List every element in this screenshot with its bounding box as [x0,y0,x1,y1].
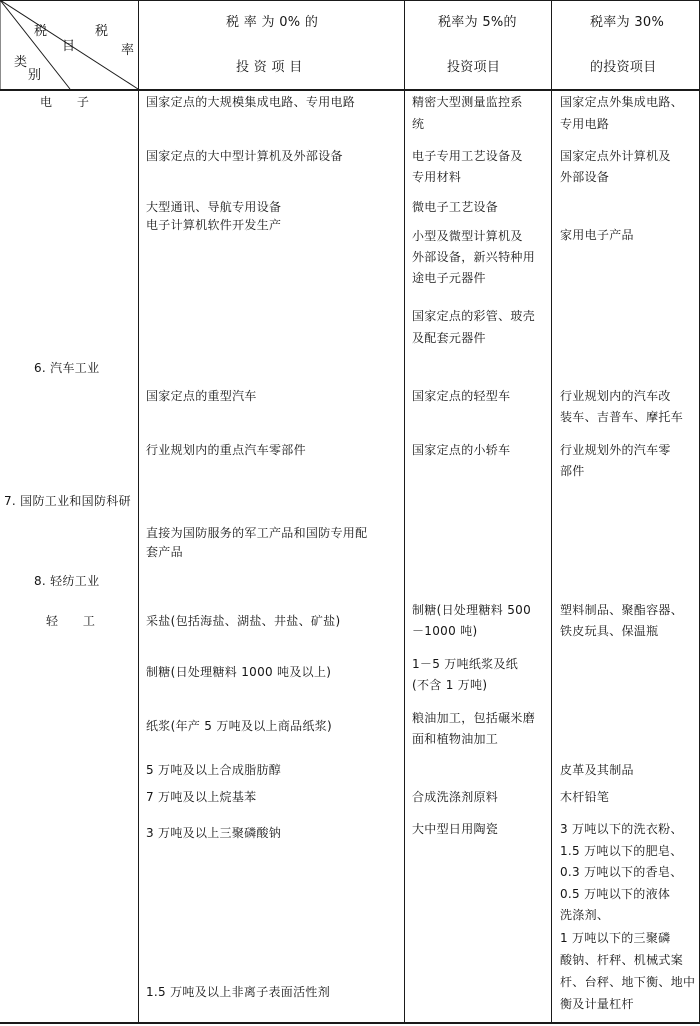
col3-header-line2: 的投资项目 [590,60,657,75]
col3-item-light-4-line4: 0.5 万吨以下的液体 [560,887,671,901]
col1-item-electronics-4: 电子计算机软件开发生产 [146,218,282,232]
col3-item-electronics-1a: 国家定点外集成电路、 [560,95,684,109]
col2-item-electronics-1a: 精密大型测量监控系 [412,95,523,109]
col1-item-electronics-1: 国家定点的大规模集成电路、专用电路 [146,95,356,109]
diag-label-rate: 率 [121,43,135,58]
diag-label-kind: 类 [14,55,28,70]
col3-item-auto-2b: 部件 [560,464,585,478]
col2-item-electronics-1b: 统 [412,117,425,131]
col1-item-defense-line1: 直接为国防服务的军工产品和国防专用配 [146,526,368,540]
col3-item-light-4-line6: 1 万吨以下的三聚磷 [560,931,671,945]
col3-item-light-4-line7: 酸钠、杆秤、机械式案 [560,953,684,967]
col3-item-light-4-line9: 衡及计量杠杆 [560,997,634,1011]
col2-item-electronics-3: 微电子工艺设备 [412,200,499,214]
diag-label-tax-1: 税 [34,24,48,39]
col2-item-light-5: 大中型日用陶瓷 [412,822,499,836]
diag-label-item: 目 [62,39,76,54]
col1-item-auto-2: 行业规划内的重点汽车零部件 [146,443,306,457]
diag-label-type: 别 [28,68,42,83]
diag-label-tax-2: 税 [95,24,109,39]
column-divider-3 [551,0,552,1024]
col1-item-light-1: 采盐(包括海盐、湖盐、井盐、矿盐) [146,614,341,628]
col3-item-auto-1a: 行业规划内的汽车改 [560,389,671,403]
col2-item-light-3a: 粮油加工，包括碾米磨 [412,711,536,725]
table-bottom-border [0,1022,700,1024]
col2-item-electronics-5a: 国家定点的彩管、玻壳 [412,309,536,323]
col2-item-light-1a: 制糖(日处理糖料 500 [412,603,532,617]
col2-item-electronics-4a: 小型及微型计算机及 [412,229,523,243]
col3-item-light-1b: 铁皮玩具、保温瓶 [560,624,659,638]
col3-item-light-2: 皮革及其制品 [560,763,634,777]
col1-item-light-5: 7 万吨及以上烷基苯 [146,790,257,804]
category-light-textile: 8. 轻纺工业 [34,574,100,588]
col1-item-defense-line2: 套产品 [146,545,183,559]
col2-item-electronics-2b: 专用材料 [412,170,462,184]
category-defense-industry: 7. 国防工业和国防科研 [4,494,131,508]
col1-item-light-2: 制糖(日处理糖料 1000 吨及以上) [146,665,332,679]
col2-item-electronics-4c: 途电子元器件 [412,271,486,285]
col3-item-light-4-line5: 洗涤剂、 [560,908,610,922]
col3-item-light-1a: 塑料制品、聚酯容器、 [560,603,684,617]
col3-item-light-3: 木杆铅笔 [560,790,610,804]
col2-header-line1: 税率为 5%的 [438,15,517,30]
col3-item-auto-2a: 行业规划外的汽车零 [560,443,671,457]
col3-item-auto-1b: 装车、吉普车、摩托车 [560,410,684,424]
col3-item-light-4-line1: 3 万吨以下的洗衣粉、 [560,822,683,836]
col3-item-electronics-2b: 外部设备 [560,170,610,184]
column-divider-1 [138,0,139,1024]
column-divider-2 [404,0,405,1024]
col3-item-light-4-line2: 1.5 万吨以下的肥皂、 [560,844,683,858]
col1-item-light-6: 3 万吨及以上三聚磷酸钠 [146,826,282,840]
col2-item-light-2b: (不含 1 万吨) [412,678,488,692]
col3-item-electronics-2a: 国家定点外计算机及 [560,149,671,163]
col1-item-light-4: 5 万吨及以上合成脂肪醇 [146,763,282,777]
col1-item-electronics-2: 国家定点的大中型计算机及外部设备 [146,149,343,163]
col3-item-light-4-line3: 0.3 万吨以下的香皂、 [560,865,683,879]
col1-item-light-7: 1.5 万吨及以上非离子表面活性剂 [146,985,330,999]
col3-item-electronics-1b: 专用电路 [560,117,610,131]
col1-item-auto-1: 国家定点的重型汽车 [146,389,257,403]
col2-item-light-3b: 面和植物油加工 [412,732,499,746]
col2-item-electronics-2a: 电子专用工艺设备及 [412,149,523,163]
col1-item-electronics-3: 大型通讯、导航专用设备 [146,200,282,214]
col2-item-light-1b: －1000 吨) [412,624,478,638]
col2-item-electronics-5b: 及配套元器件 [412,331,486,345]
col2-header-line2: 投资项目 [447,60,501,75]
col3-item-light-4-line8: 杆、台秤、地下衡、地中 [560,975,696,989]
col2-item-auto-1: 国家定点的轻型车 [412,389,511,403]
col1-header-line2: 投 资 项 目 [236,60,303,75]
col2-item-light-4: 合成洗涤剂原料 [412,790,499,804]
col3-item-electronics-3: 家用电子产品 [560,228,634,242]
col2-item-electronics-4b: 外部设备，新兴特种用 [412,250,536,264]
category-light-industry: 轻 工 [46,614,96,628]
col3-header-line1: 税率为 30% [590,15,665,30]
category-auto-industry: 6. 汽车工业 [34,361,100,375]
col2-item-light-2a: 1－5 万吨纸浆及纸 [412,657,519,671]
col2-item-auto-2: 国家定点的小轿车 [412,443,511,457]
category-electronics: 电 子 [40,95,90,109]
col1-item-light-3: 纸浆(年产 5 万吨及以上商品纸浆) [146,719,333,733]
col1-header-line1: 税 率 为 0% 的 [226,15,319,30]
